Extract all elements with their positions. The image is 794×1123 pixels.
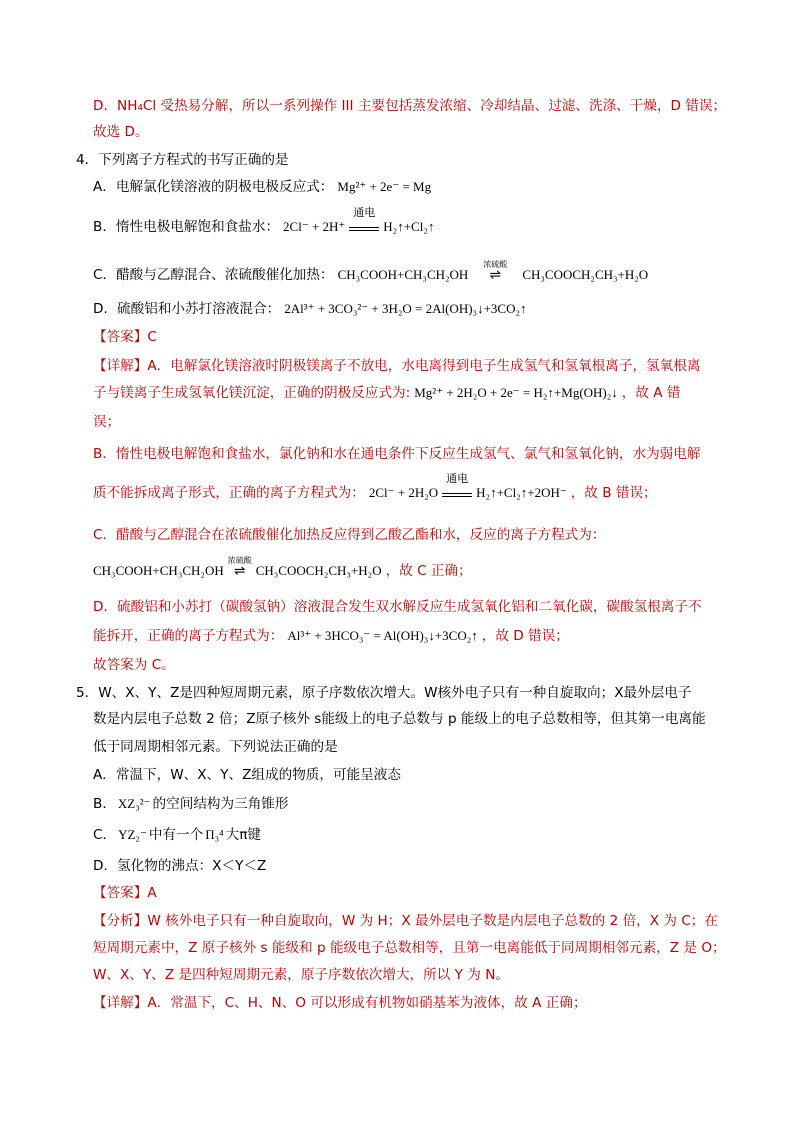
q5-analysis-line-2: 短周期元素中，Z 原子核外 s 能级和 p 能级电子总数相等，且第一电离能低于同周期相邻元素，Z 是 O； bbox=[93, 940, 726, 956]
q5-c-prefix: C． bbox=[93, 827, 117, 843]
q4-b-condition: 通电 bbox=[353, 206, 376, 219]
q4-detail-7-eq-left: CH₃COOH+CH₃CH₂OH bbox=[93, 563, 224, 578]
q5-c-pi-bond: Π₃⁴ bbox=[205, 827, 224, 842]
q4-d-text: D．硫酸铝和小苏打溶液混合： bbox=[93, 301, 281, 317]
q4-detail-2-text: 子与镁离子生成氢氧化镁沉淀，正确的阴极反应式为: bbox=[93, 385, 411, 401]
q4-detail-line-3: 误； bbox=[93, 414, 121, 430]
q4-detail-7-condition: 浓硫酸 bbox=[227, 556, 252, 565]
q4-b-eq-left: 2Cl⁻ + 2H⁺ bbox=[283, 219, 346, 234]
q4-detail-line-5 bbox=[93, 472, 657, 502]
q4-option-b bbox=[93, 206, 438, 236]
q4-b-condition-arrow bbox=[349, 206, 379, 231]
q5-option-b bbox=[93, 795, 288, 813]
q4-detail-7-tail: ，故 C 正确； bbox=[385, 563, 472, 579]
q4-b-text: B．惰性电极电解饱和食盐水： bbox=[93, 219, 280, 235]
q4-a-equation: Mg²⁺ + 2e⁻ = Mg bbox=[337, 179, 432, 194]
q4-stem: 4．下列离子方程式的书写正确的是 bbox=[76, 152, 289, 168]
q4-detail-line-7 bbox=[93, 556, 472, 580]
q5-option-a: A．常温下，W、X、Y、Z组成的物质，可能呈液态 bbox=[93, 767, 401, 783]
q4-detail-5-text: 质不能拆成离子形式，正确的离子方程式为： bbox=[93, 485, 365, 501]
q4-b-eq-right: H₂↑+Cl₂↑ bbox=[383, 219, 435, 234]
q4-detail-line-8: D．硫酸铝和小苏打（碳酸氢钠）溶液混合发生双水解反应生成氢氧化铝和二氧化碳，碳酸氢根离子不 bbox=[93, 599, 702, 615]
q4-a-text: A．电解氯化镁溶液的阴极电极反应式： bbox=[93, 179, 334, 195]
q5-c-middle: 中有一个 bbox=[148, 827, 204, 843]
q4-c-eq-right: CH₃COOCH₂CH₃+H₂O bbox=[522, 267, 649, 282]
q4-detail-5-condition: 通电 bbox=[446, 472, 469, 485]
prev-d-line: D．NH₄Cl 受热易分解，所以一系列操作 III 主要包括蒸发浓缩、冷却结晶、过滤、洗涤、干燥，D 错误； bbox=[93, 98, 727, 114]
q4-c-text: C．醋酸与乙醇混合、浓硫酸催化加热： bbox=[93, 267, 334, 283]
q5-option-d: D．氢化物的沸点：X＜Y＜Z bbox=[93, 858, 267, 874]
q4-option-d bbox=[93, 300, 531, 318]
q4-c-eq-left: CH₃COOH+CH₃CH₂OH bbox=[337, 267, 469, 282]
q4-detail-5-eq-left: 2Cl⁻ + 2H₂O bbox=[368, 485, 439, 500]
q4-answer: 【答案】C bbox=[93, 329, 157, 345]
q5-answer: 【答案】A bbox=[93, 885, 157, 901]
q4-detail-2-tail: ，故 A 错 bbox=[621, 385, 681, 401]
q5-b-formula: XZ₃²⁻ bbox=[117, 796, 151, 811]
q4-option-c bbox=[93, 260, 652, 284]
q4-detail-line-1: 【详解】A．电解氯化镁溶液时阴极镁离子不放电，水电离得到电子生成氢气和氢氧根离子，氢氧根离 bbox=[93, 358, 701, 374]
q4-detail-9-equation: Al³⁺ + 3HCO₃⁻ = Al(OH)₃↓+3CO₂↑ bbox=[287, 628, 478, 643]
q5-stem-line-2: 数是内层电子总数 2 倍；Z原子核外 s能级上的电子总数与 p 能级上的电子总数相等，但其第一电离能 bbox=[93, 711, 706, 727]
q5-b-text: 的空间结构为三角锥形 bbox=[152, 796, 289, 812]
q4-option-a bbox=[93, 178, 435, 196]
q4-detail-9-tail: ，故 D 错误； bbox=[481, 628, 569, 644]
q5-option-c bbox=[93, 826, 261, 844]
prev-conclusion: 故选 D。 bbox=[93, 124, 149, 140]
q4-detail-7-arrow: 浓硫酸 ⇌ bbox=[228, 562, 252, 580]
q4-c-reversible-arrow: 浓硫酸 ⇌ bbox=[472, 266, 518, 284]
q5-c-formula: YZ₂⁻ bbox=[118, 827, 147, 842]
q5-detail-line-1: 【详解】A．常温下，C、H、N、O 可以形成有机物如硝基苯为液体，故 A 正确； bbox=[93, 995, 587, 1011]
q4-detail-line-10: 故答案为 C。 bbox=[93, 657, 175, 673]
q5-stem-line-1: 5．W、X、Y、Z是四种短周期元素，原子序数依次增大。W核外电子只有一种自旋取向；X最外层电子 bbox=[76, 685, 692, 701]
q5-b-prefix: B． bbox=[93, 796, 116, 812]
q4-detail-9-text: 能拆开，正确的离子方程式为： bbox=[93, 628, 284, 644]
q4-detail-7-eq-right: CH₃COOCH₂CH₃+H₂O bbox=[255, 563, 382, 578]
q5-analysis-line-3: W、X、Y、Z 是四种短周期元素，原子序数依次增大，所以 Y 为 N。 bbox=[93, 967, 509, 983]
q4-detail-line-4: B．惰性电极电解饱和食盐水，氯化钠和水在通电条件下反应生成氢气、氯气和氢氧化钠，水为弱电解 bbox=[93, 446, 701, 462]
q4-detail-5-condition-arrow bbox=[442, 472, 472, 497]
q4-detail-line-9 bbox=[93, 627, 569, 645]
q4-c-condition: 浓硫酸 bbox=[483, 260, 508, 269]
q4-detail-5-eq-right: H₂↑+Cl₂↑+2OH⁻ bbox=[476, 485, 567, 500]
q4-detail-5-tail: ，故 B 错误； bbox=[570, 485, 657, 501]
q4-d-equation: 2Al³⁺ + 3CO₃²⁻ + 3H₂O = 2Al(OH)₃↓+3CO₂↑ bbox=[284, 301, 527, 316]
q4-detail-line-2 bbox=[93, 384, 681, 402]
q4-detail-line-6: C．醋酸与乙醇混合在浓硫酸催化加热反应得到乙酸乙酯和水，反应的离子方程式为： bbox=[93, 527, 606, 543]
q5-analysis-line-1: 【分析】W 核外电子只有一种自旋取向，W 为 H；X 最外层电子数是内层电子总数的 2 倍，X 为 C；在 bbox=[93, 913, 718, 929]
q4-detail-2-equation: Mg²⁺ + 2H₂O + 2e⁻ = H₂↑+Mg(OH)₂↓ bbox=[414, 385, 618, 400]
q5-c-text: 大π键 bbox=[225, 827, 262, 843]
q5-stem-line-3: 低于同周期相邻元素。下列说法正确的是 bbox=[93, 739, 338, 755]
